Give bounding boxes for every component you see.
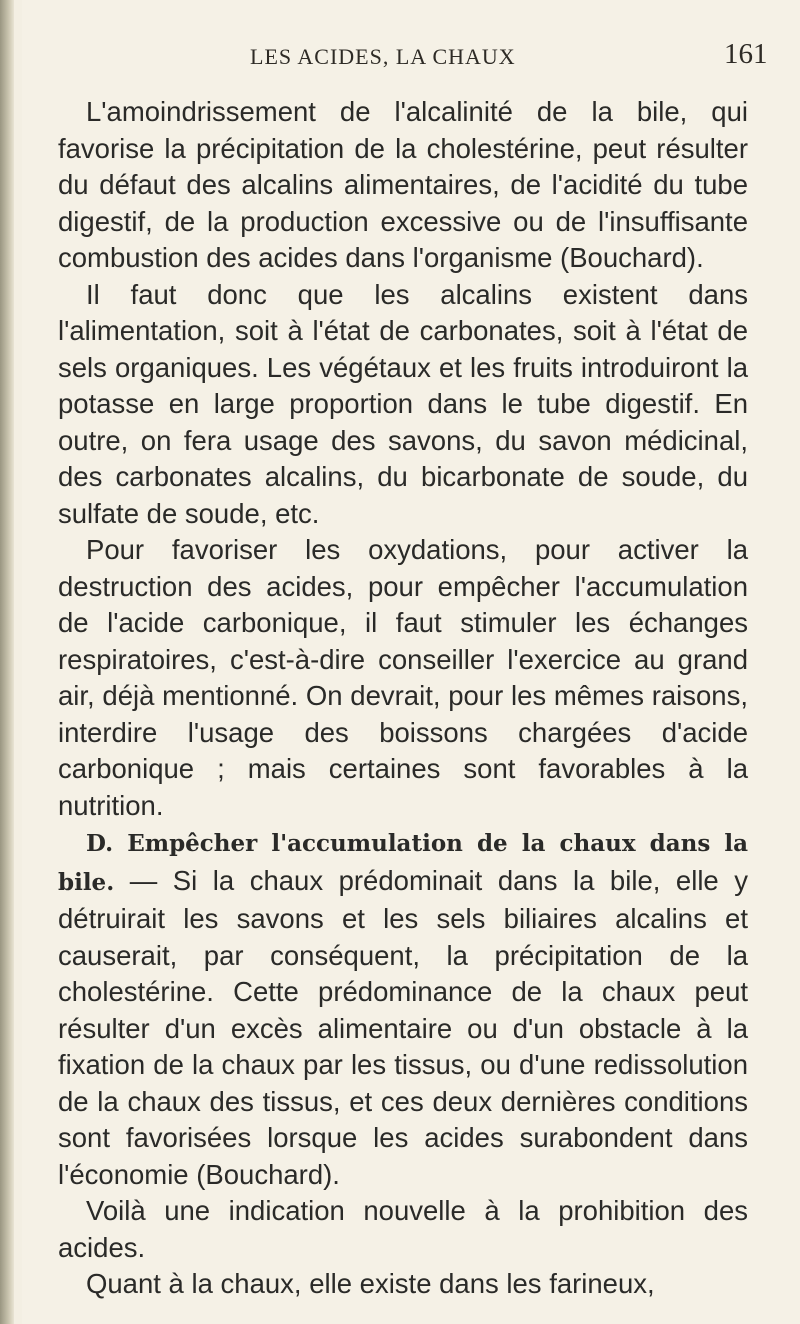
paragraph: Il faut donc que les alcalins existent dans l'alimentation, soit à l'état de carbonates, soit à l'état de sels organiques. Les végétaux et les fruits introduiront la potasse en large proportion dans le tube digestif. En outre, on fera usage des savons, du savon médicinal, des carbonates alcalins, du bicarbonate de soude, du sulfate de soude, etc. bbox=[58, 278, 748, 529]
book-page bbox=[22, 0, 800, 1324]
paragraph: Pour favoriser les oxydations, pour activer la destruction des acides, pour empêcher l'accumulation de l'acide carbonique, il faut stimuler les échanges respiratoires, c'est-à-dire conseiller l'exercice au grand air, déjà mentionné. On devrait, pour les mêmes raisons, interdire l'usage des boissons chargées d'acide carbonique ; mais certaines sont favorables à la nutrition. bbox=[58, 534, 748, 821]
paragraph: Quant à la chaux, elle existe dans les farineux, bbox=[86, 1268, 655, 1299]
paragraph: L'amoindrissement de l'alcalinité de la bile, qui favorise la précipitation de la cholestérine, peut résulter du défaut des alcalins alimentaires, de l'acidité du tube digestif, de la production excessive ou de l'insuffisante combustion des acides dans l'organisme (Bouchard). bbox=[58, 96, 748, 273]
page-number: 161 bbox=[724, 38, 768, 70]
body-text bbox=[58, 94, 748, 1303]
book-gutter bbox=[0, 0, 14, 1324]
paragraph bbox=[58, 824, 748, 1193]
paragraph: Voilà une indication nouvelle à la prohibition des acides. bbox=[58, 1195, 748, 1263]
section-heading: D. Empêcher l'accumulation de la chaux dans la bile. bbox=[58, 830, 748, 896]
section-body: — Si la chaux prédominait dans la bile, elle y détruirait les savons et les sels biliaires alcalins et causerait, par conséquent, la précipitation de la cholestérine. Cette prédominance de la chaux peut résulter d'un excès alimentaire ou d'un obstacle à la fixation de la chaux par les tissus, ou d'une redissolution de la chaux des tissus, et ces deux dernières conditions sont favorisées lorsque les acides surabondent dans l'économie (Bouchard). bbox=[58, 864, 748, 1190]
running-title: LES ACIDES, LA CHAUX bbox=[250, 44, 516, 69]
